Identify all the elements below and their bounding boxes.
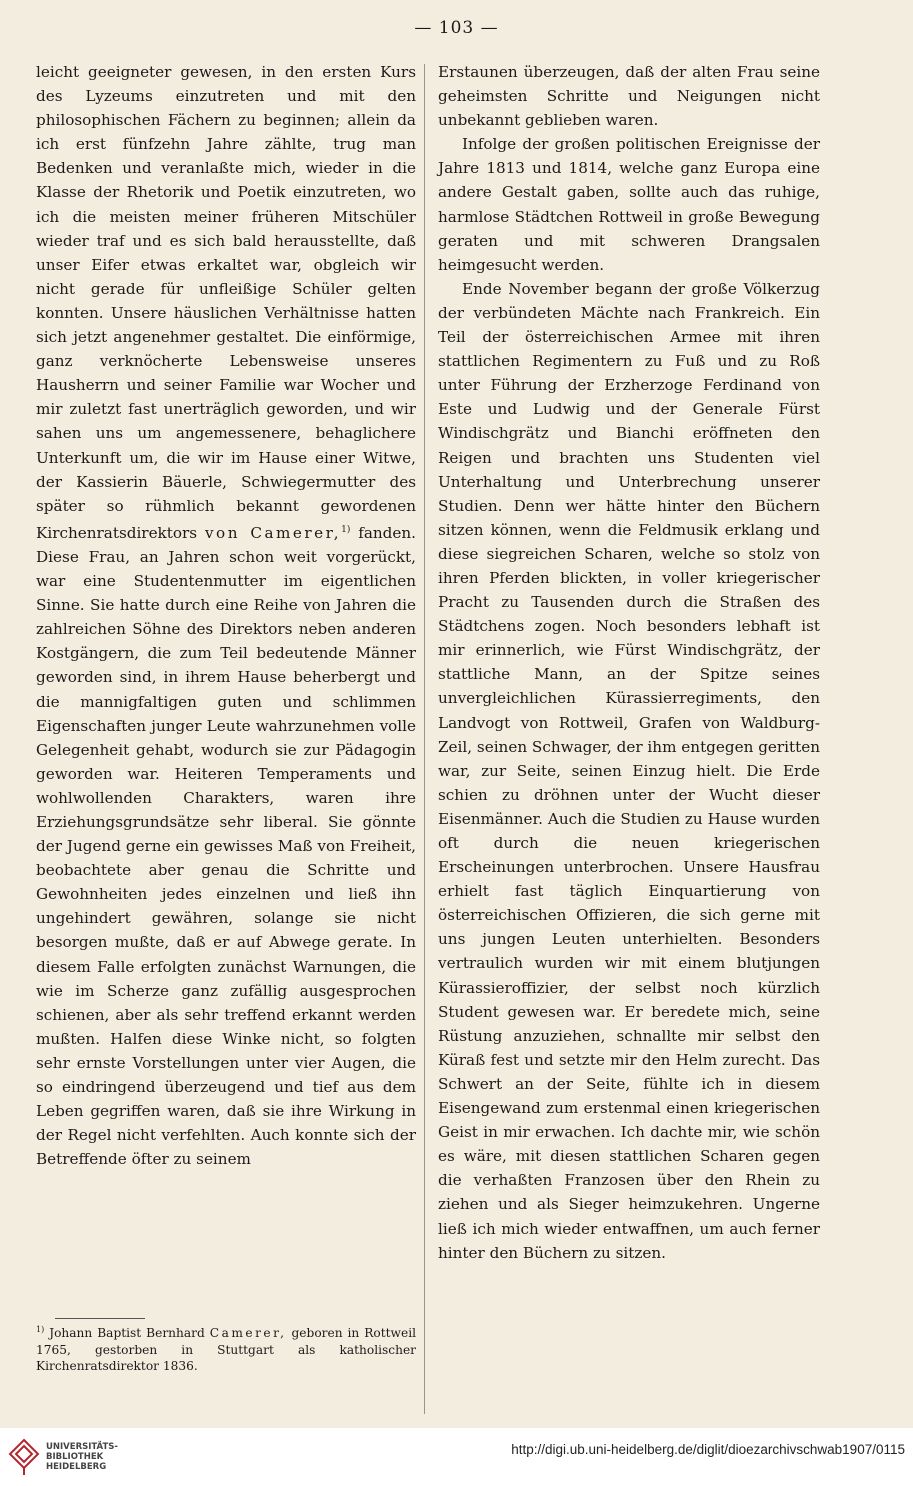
library-emblem-icon [8, 1438, 40, 1476]
right-paragraph-2: Infolge der großen politischen Ereignisse der Jahre 1813 und 1814, welche ganz Europa eine andere Gestalt gaben, sollte auch das ruhige, harmlose Städtchen Rottweil in große Bewegung geraten und mit schweren Drangsalen heimgesucht werden. [438, 135, 820, 274]
right-paragraph-1: Erstaunen überzeugen, daß der alten Frau seine geheimsten Schritte und Neigungen nicht unbekannt geblieben waren. [438, 63, 820, 130]
footnote-ref: 1) [341, 524, 351, 535]
logo-line: HEIDELBERG [46, 1462, 107, 1472]
footnote-rule [55, 1318, 145, 1319]
left-paragraph [36, 60, 416, 1171]
footnote-name-prefix: Johann Baptist Bernhard [49, 1326, 205, 1341]
source-url-link[interactable]: http://digi.ub.uni-heidelberg.de/diglit/dioezarchivschwab1907/0115 [511, 1442, 905, 1457]
footer-bar [0, 1428, 913, 1486]
camerer-name: von Camerer, [204, 523, 342, 542]
left-text: leicht geeigneter gewesen, in den ersten Kurs des Lyzeums einzutreten und mit den philosophischen Fächern zu beginnen; allein da ich erst fünfzehn Jahre zählte, trug man Bedenken und veranlaßte mich, wieder in die Klasse der Rhetorik und Poetik einzutreten, wo ich die meisten meiner früheren Mitschüler wieder traf und es sich bald herausstellte, daß unser Eifer etwas erkaltet war, obgleich wir nicht gerade für unfleißige Schüler gelten konnten. Unsere häuslichen Verhältnisse hatten sich jetzt angenehmer gestaltet. Die einförmige, ganz verknöcherte Lebensweise unseres Hausherrn und seiner Familie war Wocher und mir zuletzt fast unerträglich geworden, und wir sahen uns um angemessenere, behaglichere Unterkunft um, die wir im Hause einer Witwe, der Kassierin Bäuerle, Schwiegermutter des später so rühmlich bekannt gewordenen Kirchenratsdirektors [36, 63, 416, 542]
left-column [36, 60, 416, 1171]
footnote-marker: 1) [36, 1325, 45, 1334]
footnote-text: geboren in Rottweil 1765, gestorben in Stuttgart als katholischer Kirchenratsdirektor 1836. [36, 1326, 416, 1374]
library-logo[interactable] [8, 1434, 158, 1482]
logo-line: UNIVERSITÄTS- [46, 1442, 118, 1452]
right-paragraph-3: Ende November begann der große Völkerzug der verbündeten Mächte nach Frankreich. Ein Teil der österreichischen Armee mit ihren stattlichen Regimentern zu Fuß und zu Roß unter Führung der Erzherzoge Ferdinand von Este und Ludwig und der Generale Fürst Windischgrätz und Bianchi eröffneten den Reigen und brachten uns Studenten viel Unterhaltung und Unterbrechung unserer Studien. Denn wer hätte hinter den Büchern sitzen können, wenn die Feldmusik erklang und diese siegreichen Scharen, welche so stolz von ihren Pferden blickten, in voller kriegerischer Pracht zu Tausenden durch die Straßen des Städtchens zogen. Noch besonders lebhaft ist mir erinnerlich, wie Fürst Windischgrätz, der stattliche Mann, an der Spitze seines unvergleichlichen Kürassierregiments, den Landvogt von Rottweil, Grafen von Waldburg-Zeil, seinen Schwager, der ihm entgegen geritten war, zur Seite, seinen Einzug hielt. Die Erde schien zu dröhnen unter der Wucht dieser Eisenmänner. Auch die Studien zu Hause wurden oft durch die neuen kriegerischen Erscheinungen unterbrochen. Unsere Hausfrau erhielt fast täglich Einquartierung von österreichischen Offizieren, die sich gerne mit uns jungen Leuten unterhielten. Besonders vertraulich wurden wir mit einem blutjungen Kürassieroffizier, der selbst noch kürzlich Student gewesen war. Er beredete mich, seine Rüstung anzuziehen, schnallte mir selbst den Küraß fest und setzte mir den Helm zurecht. Das Schwert an der Seite, fühlte ich in diesem Eisengewand zum erstenmal einen kriegerischen Geist in mir erwachen. Ich dachte mir, wie schön es wäre, mit diesen stattlichen Scharen gegen die verhaßten Franzosen über den Rhein zu ziehen und als Sieger heimzukehren. Ungerne ließ ich mich wieder entwaffnen, um auch ferner hinter den Büchern zu sitzen. [438, 279, 820, 1262]
footnote-name: Camerer, [209, 1326, 287, 1341]
left-text-rest: fanden. Diese Frau, an Jahren schon weit vorgerückt, war eine Studentenmutter im eigentlichen Sinne. Sie hatte durch eine Reihe von Jahren die zahlreichen Söhne des Direktors neben anderen Kostgängern, die zum Teil bedeutende Männer geworden sind, in ihrem Hause beherbergt und die mannigfaltigen guten und schlimmen Eigenschaften junger Leute wahrzunehmen volle Gelegenheit gehabt, wodurch sie zur Pädagogin geworden war. Heiteren Temperaments und wohlwollenden Charakters, waren ihre Erziehungsgrundsätze sehr liberal. Sie gönnte der Jugend gerne ein gewisses Maß von Freiheit, beobachtete aber genau die Schritte und Gewohnheiten jedes einzelnen und ließ ihn ungehindert gewähren, solange sie nicht besorgen mußte, daß er auf Abwege gerate. In diesem Falle erfolgten zunächst Warnungen, die wie im Scherze ganz zufällig ausgesprochen schienen, aber als sehr treffend erkannt werden mußten. Halfen diese Winke nicht, so folgten sehr ernste Vorstellungen unter vier Augen, die so eindringend überzeugend und tief aus dem Leben gegriffen waren, daß sie ihre Wirkung in der Regel nicht verfehlten. Auch konnte sich der Betreffende öfter zu seinem [36, 523, 416, 1169]
footnote [36, 1322, 416, 1375]
column-divider [424, 64, 425, 1414]
logo-line: BIBLIOTHEK [46, 1452, 104, 1462]
page-number: — 103 — [414, 18, 499, 38]
logo-text [46, 1442, 118, 1472]
right-column [438, 60, 820, 1265]
